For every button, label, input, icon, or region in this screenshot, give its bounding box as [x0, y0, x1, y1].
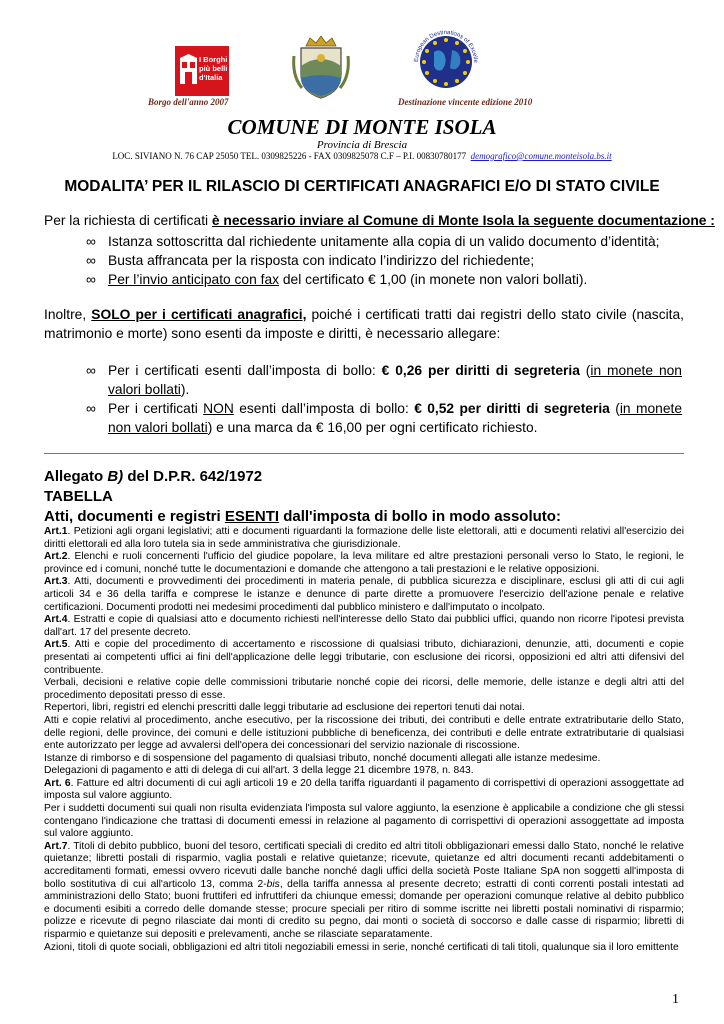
- article-5: Art.5. Atti e copie del procedimento di accertamento e riscossione di qualsiasi tributo, dichiarazioni, denunzie, atti, documenti e copie presentati ai competenti uffici ai fini dell'applicazione delle leggi tributarie, con esclusione dei ricorsi, opposizioni ed altri atti difensivi del contribuente.: [44, 639, 684, 676]
- eden-caption: Destinazione vincente edizione 2010: [398, 97, 533, 107]
- bullet-icon: ∞: [86, 253, 96, 268]
- borghi-caption: Borgo dell'anno 2007: [148, 97, 229, 107]
- municipal-coat-of-arms: [292, 36, 350, 100]
- article-7: Art.7. Titoli di debito pubblico, buoni del tesoro, certificati speciali di credito ed altri titoli obbligazionari emessi dallo Stato, nonché le relative quietanze; libretti postali di risparmio, vaglia postali e relative quietanze; ricevute, quietanze ed altri documenti recanti addebitamenti o accreditamenti formati, emessi ovvero ricevuti dalle banche nonché dagli uffici della società Poste Italiane SpA non soggetti all'imposta di bollo sostitutiva di cui all'articolo 13, comma 2-bis, della tariffa annessa al presente decreto; estratti di conti correnti postali intestati ad amministrazioni dello Stato; buoni fruttiferi ed infruttiferi da chiunque emessi; domande per operazioni comunque relative al debito pubblico e documenti esibiti a corredo delle domande stesse; procure speciali per ritiro di somme iscritte nei libretti postali nominativi di risparmio; polizze e ricevute di pegno rilasciate dai monti di credito su pegno, dai monti o società di soccorso e dalle casse di risparmio; libretti di risparmio e quietanze sui depositi e prelevamenti, anche se rilasciate separatamente.: [44, 840, 684, 940]
- articles-list: [44, 526, 684, 954]
- castle-icon: [180, 54, 197, 84]
- article-paragraph: Istanze di rimborso e di sospensione del pagamento di qualsiasi tributo, nonché documenti allegati alle istanze medesime.: [44, 752, 601, 764]
- email-link[interactable]: demografico@comune.monteisola.bs.it: [470, 151, 612, 161]
- bullet-icon: ∞: [86, 272, 96, 287]
- article-1: Art.1. Petizioni agli organi legislativi; atti e documenti riguardanti la formazione delle liste elettorali, atti e documenti relativi all'esercizio dei diritti elettorali ed alla loro tutela sia in sede amministrativa che giurisdizionale.: [44, 526, 684, 550]
- article-6: Art. 6. Fatture ed altri documenti di cui agli articoli 19 e 20 della tariffa riguardanti il pagamento di corrispettivi di operazioni assoggettate ad imposta sul valore aggiunto.: [44, 777, 685, 802]
- borghi-logo: [175, 46, 229, 96]
- page-number: 1: [672, 992, 679, 1007]
- certificates-paragraph: Inoltre, SOLO per i certificati anagrafici, poiché i certificati tratti dai registri dello stato civile (nascita, matrimonio e morte) sono esenti da imposte e diritti, è necessario allegare:: [44, 307, 684, 341]
- intro-paragraph: Per la richiesta di certificati è necessario inviare al Comune di Monte Isola la seguente documentazione :: [44, 213, 715, 228]
- address-line: [0, 151, 724, 161]
- borghi-logo-text: I Borghi più belli d'Italia: [199, 55, 228, 82]
- list-item: ∞ Per i certificati esenti dall’imposta di bollo: € 0,26 per diritti di segreteria (in monete non valori bollati).: [86, 363, 682, 397]
- article-paragraph: Per i suddetti documenti sui quali non risulta evidenziata l'imposta sul valore aggiunto, la esenzione è applicabile a condizione che gli stessi contengano l'indicazione che trattasi di documenti emessi in relazione al pagamento di corrispettivi di operazioni assoggettate ad imposta sul valore aggiunto.: [44, 803, 684, 840]
- article-paragraph: Repertori, libri, registri ed elenchi prescritti dalle leggi tributarie ad esclusione dei repertori tenuti dai notai.: [44, 702, 525, 714]
- municipality-title: COMUNE DI MONTE ISOLA: [227, 115, 497, 139]
- bullet-icon: ∞: [86, 234, 96, 249]
- address-text: LOC. SIVIANO N. 76 CAP 25050 TEL. 0309825226 - FAX 0309825078 C.F – P.I. 00830780177: [112, 151, 467, 161]
- article-paragraph: Atti e copie relativi al procedimento, anche esecutivo, per la riscossione dei tributi, dei contributi e delle entrate extratributarie dello Stato, delle regioni, delle province, dei comuni e delle istituzioni pubbliche di beneficenza, dei contributi e delle entrate extratributarie di qualsiasi ente autorizzato per legge ad avvalersi dell'opera dei concessionari del servizio nazionale di riscossione.: [44, 714, 684, 752]
- bullet-icon: ∞: [86, 401, 96, 416]
- article-paragraph: Delegazioni di pagamento e atti di delega di cui all'art. 3 della legge 21 dicembre 1978, n. 843.: [44, 765, 474, 777]
- article-2: Art.2. Elenchi e ruoli concernenti l'ufficio del giudice popolare, la leva militare ed altre prestazioni personali verso lo Stato, le regioni, le province ed i comuni, nonché tutte le documentazioni e domande che attengono a tali prestazioni e le relative opposizioni.: [44, 551, 684, 575]
- allegato-title: Allegato B) del D.P.R. 642/1972: [44, 468, 263, 485]
- article-paragraph: Verbali, decisioni e relative copie delle commissioni tributarie nonché copie dei ricorsi, delle memorie, delle istanze e degli altri atti del procedimento depositati presso di esse.: [44, 677, 684, 701]
- article-paragraph: Azioni, titoli di quote sociali, obbligazioni ed altri titoli negoziabili emessi in serie, nonché certificati di tali titoli, qualunque sia il loro emittente: [44, 941, 679, 953]
- province-line: Provincia di Brescia: [316, 139, 408, 151]
- intro-emphasis: è necessario inviare al Comune di Monte Isola la seguente documentazione :: [211, 213, 715, 228]
- page-heading: MODALITA’ PER IL RILASCIO DI CERTIFICATI ANAGRAFICI E/O DI STATO CIVILE: [64, 178, 660, 195]
- bullet-icon: ∞: [86, 363, 96, 378]
- eden-ring-text: European Destinations of Excelle: [413, 29, 479, 63]
- exempt-heading: Atti, documenti e registri ESENTI dall'imposta di bollo in modo assoluto:: [44, 508, 561, 525]
- article-4: Art.4. Estratti e copie di qualsiasi atto e documento richiesti nell'interesse dello Stato dai pubblici uffici, quando non ricorre l'ipotesi prevista dall'art. 17 del presente decreto.: [44, 614, 684, 638]
- article-3: Art.3. Atti, documenti e provvedimenti dei procedimenti in materia penale, di pubblica sicurezza e disciplinare, esclusi gli atti di cui agli articoli 34 e 36 della tariffa e comprese le istanze e denunce di parte dirette a promuovere l'esercizio dell'azione penale e relative certificazioni. Documenti prodotti nei medesimi procedimenti dal pubblico ministero e dall'imputato o incolpato.: [44, 576, 684, 613]
- section-divider: [44, 453, 684, 454]
- tabella-title: TABELLA: [44, 488, 113, 505]
- list-item: ∞ Per i certificati NON esenti dall’imposta di bollo: € 0,52 per diritti di segreteria (in monete non valori bollati) e una marca da € 16,00 per ogni certificato richiesto.: [86, 401, 683, 435]
- eden-award-logo: [408, 22, 484, 98]
